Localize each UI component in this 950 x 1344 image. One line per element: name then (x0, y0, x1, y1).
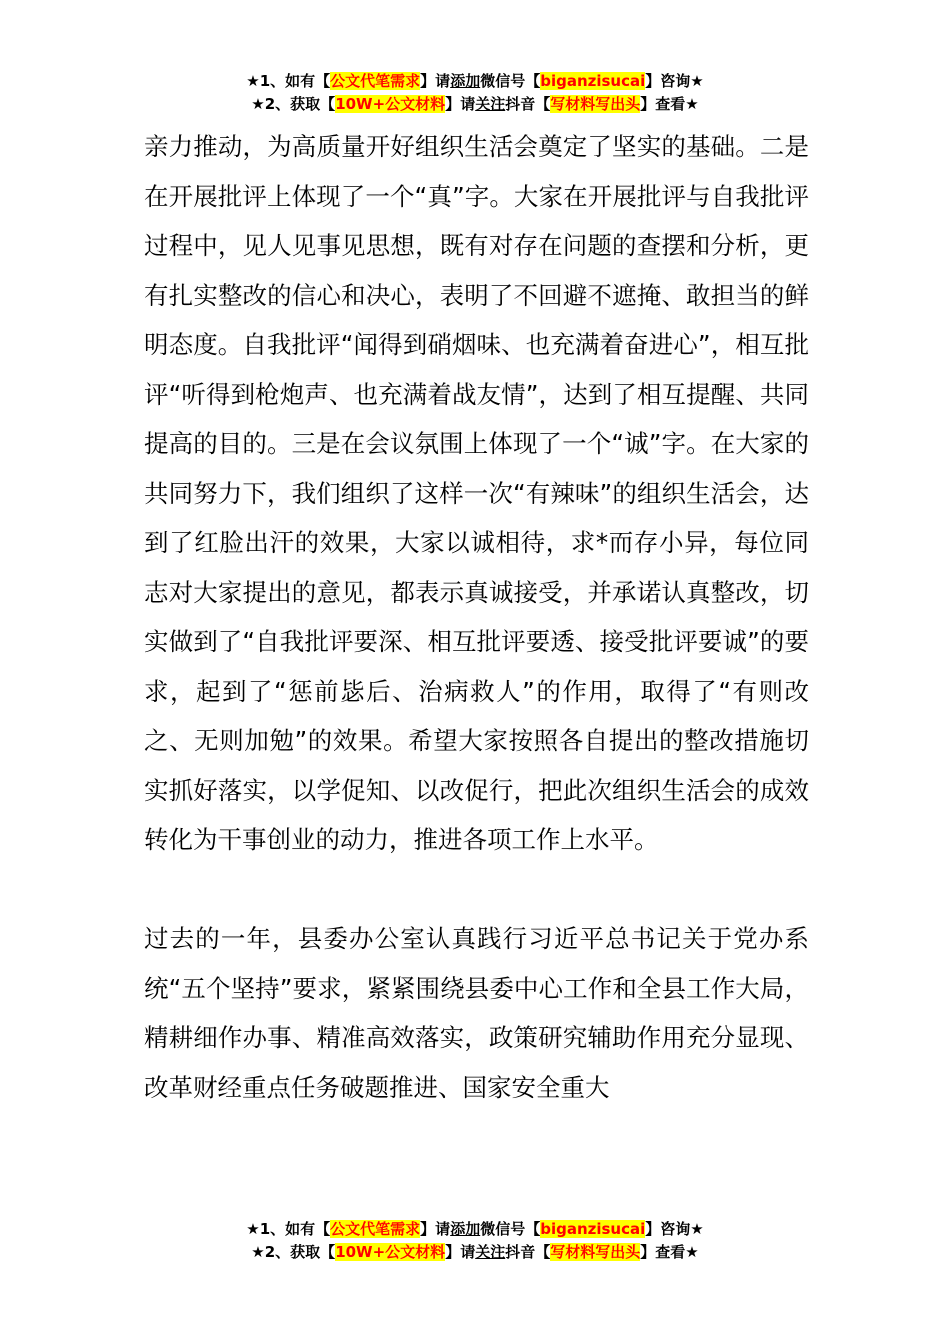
banner-highlight: 10W+公文材料 (335, 95, 446, 113)
banner-text: 】请 (420, 72, 451, 90)
footer-banner (0, 1218, 950, 1264)
banner-highlight: 10W+公文材料 (335, 1243, 446, 1261)
banner-text: 微信号【 (480, 72, 541, 90)
banner-highlight: biganzisucai (540, 72, 646, 90)
footer-banner-line-2 (0, 1241, 950, 1264)
banner-text: 抖音【 (505, 1243, 551, 1261)
banner-text: 微信号【 (480, 1220, 541, 1238)
banner-text: 】咨询★ (645, 1220, 704, 1238)
paragraph-spacer (144, 865, 809, 915)
body-paragraph-2: 过去的一年，县委办公室认真践行习近平总书记关于党办系统“五个坚持”要求，紧紧围绕县委中心工作和全县工作大局，精耕细作办事、精准高效落实，政策研究辅助作用充分显现、改革财经重点任务破题推进、国家安全重大 (144, 924, 809, 1102)
footer-banner-line-1 (0, 1218, 950, 1241)
banner-text: 】请 (445, 95, 476, 113)
banner-text: ★1、如有【 (246, 72, 331, 90)
banner-underlined-text: 添加 (450, 72, 481, 90)
banner-text: 】查看★ (640, 95, 699, 113)
body-paragraph-1: 亲力推动，为高质量开好组织生活会奠定了坚实的基础。二是在开展批评上体现了一个“真”字。大家在开展批评与自我批评过程中，见人见事见思想，既有对存在问题的查摆和分析，更有扎实整改的信心和决心，表明了不回避不遮掩、敢担当的鲜明态度。自我批评“闻得到硝烟味、也充满着奋进心”，相互批评“听得到枪炮声、也充满着战友情”，达到了相互提醒、共同提高的目的。三是在会议氛围上体现了一个“诚”字。在大家的共同努力下，我们组织了这样一次“有辣味”的组织生活会，达到了红脸出汗的效果，大家以诚相待，求*而存小异，每位同志对大家提出的意见，都表示真诚接受，并承诺认真整改，切实做到了“自我批评要深、相互批评要透、接受批评要诚”的要求，起到了“惩前毖后、治病救人”的作用，取得了“有则改之、无则加勉”的效果。希望大家按照各自提出的整改措施切实抓好落实，以学促知、以改促行，把此次组织生活会的成效转化为干事创业的动力，推进各项工作上水平。 (144, 132, 809, 854)
banner-text: 】咨询★ (645, 72, 704, 90)
banner-highlight: 写材料写出头 (550, 1243, 641, 1261)
header-banner-line-1 (0, 70, 950, 93)
banner-highlight: 公文代笔需求 (330, 1220, 421, 1238)
banner-underlined-text: 添加 (450, 1220, 481, 1238)
document-body (144, 122, 809, 1112)
banner-text: 】查看★ (640, 1243, 699, 1261)
banner-text: 】请 (445, 1243, 476, 1261)
banner-underlined-text: 关注 (475, 95, 506, 113)
banner-text: 抖音【 (505, 95, 551, 113)
header-banner (0, 70, 950, 116)
banner-highlight: 写材料写出头 (550, 95, 641, 113)
banner-highlight: biganzisucai (540, 1220, 646, 1238)
banner-text: 】请 (420, 1220, 451, 1238)
header-banner-line-2 (0, 93, 950, 116)
banner-text: ★1、如有【 (246, 1220, 331, 1238)
banner-text: ★2、获取【 (251, 95, 336, 113)
banner-underlined-text: 关注 (475, 1243, 506, 1261)
banner-highlight: 公文代笔需求 (330, 72, 421, 90)
banner-text: ★2、获取【 (251, 1243, 336, 1261)
